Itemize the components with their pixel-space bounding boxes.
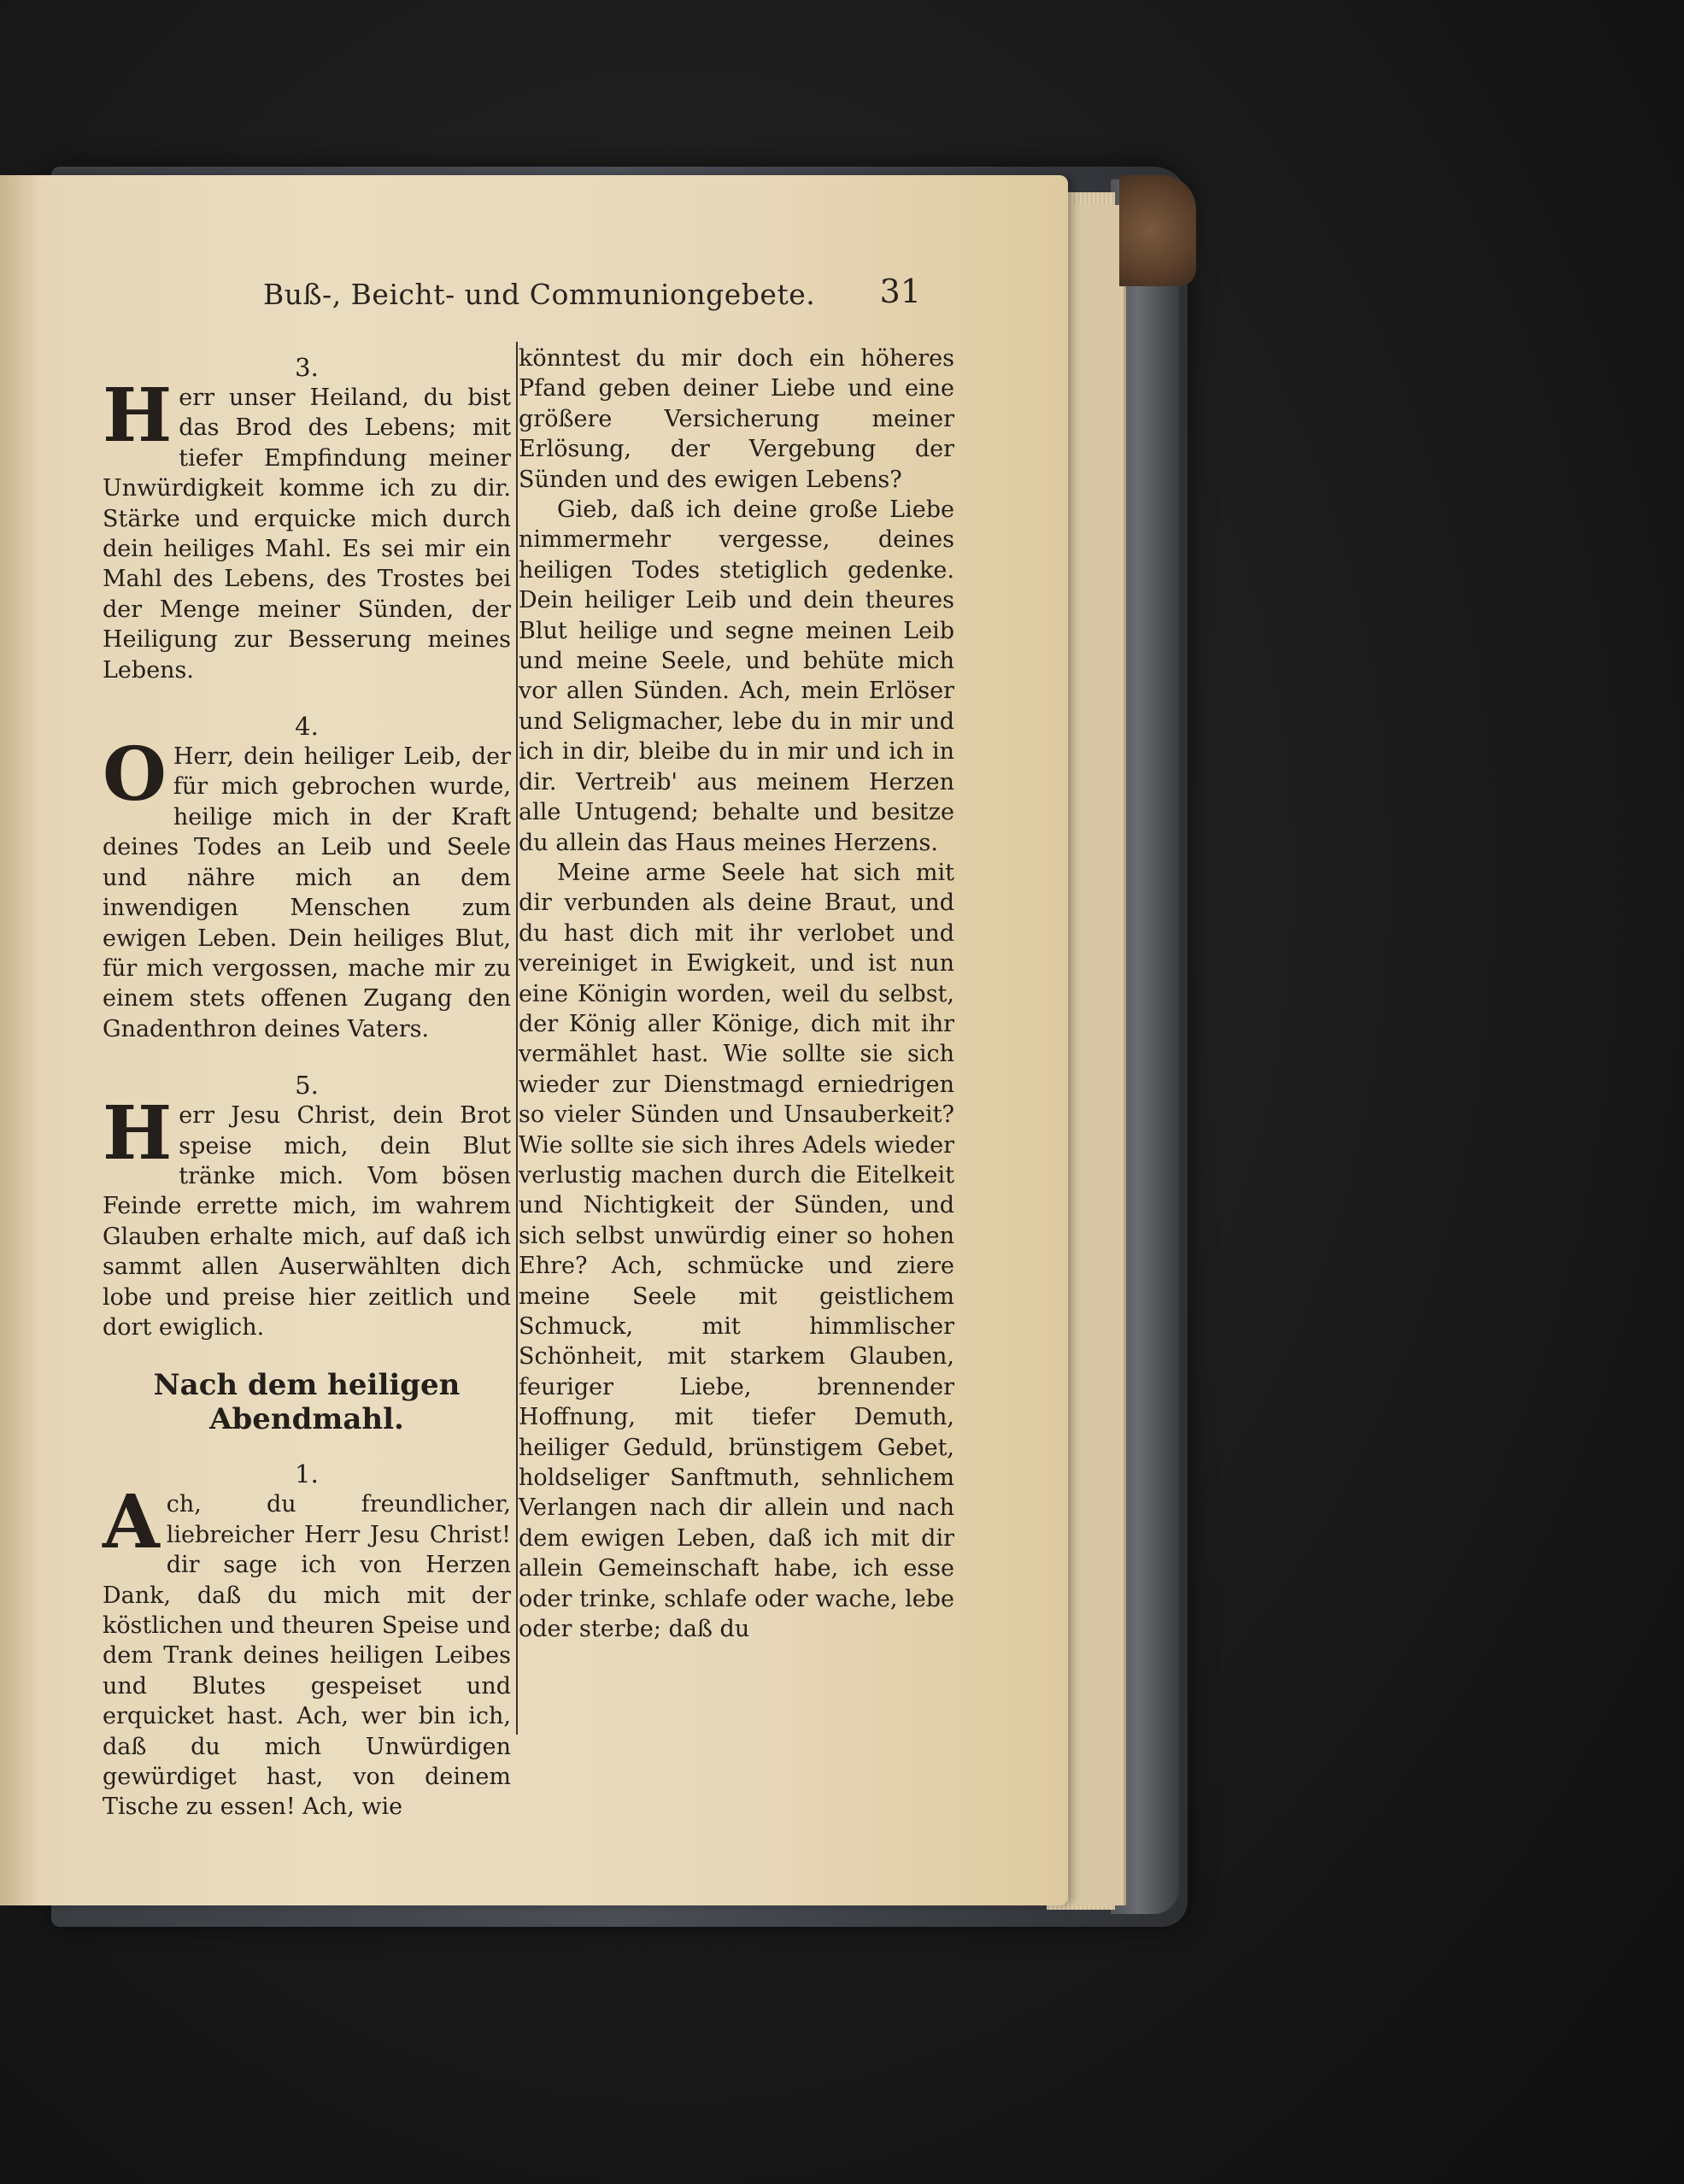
left-column [103, 352, 511, 1848]
section-body: err Jesu Christ, dein Brot speise mich, dein Blut tränke mich. Vom bösen Feinde errette mich, im wahrem Glauben erhalte mich, auf daß ich sammt allen Auserwählten dich lobe und preise hier zeitlich und dort ewiglich. [103, 1102, 511, 1341]
running-head: Buß-, Beicht- und Communiongebete. [263, 278, 816, 311]
page-number: 31 [879, 273, 921, 310]
paragraph: Meine arme Seele hat sich mit dir verbunden als deine Braut, und du hast dich mit ihr verlobet und vereiniget in Ewigkeit, und ist nun eine Königin worden, weil du selbst, der König aller Könige, dich mit ihr vermählet hast. Wie sollte sie sich wieder zur Dienstmagd erniedrigen so vieler Sünden und Unsauberkeit? Wie sollte sie sich ihres Adels wieder verlustig machen durch die Eitelkeit und Nichtigkeit der Sünden, und sich selbst unwürdig einer so hohen Ehre? Ach, schmücke und ziere meine Seele mit geistlichem Schmuck, mit himmlischer Schönheit, mit starkem Glauben, feuriger Liebe, brennender Hoffnung, mit tiefer Demuth, heiliger Geduld, brünstigem Gebet, holdseliger Sanftmuth, sehnlichem Verlangen nach dir allein und nach dem ewigen Leben, daß ich mit dir allein Gemeinschaft habe, ich esse oder trinke, schlafe oder wache, lebe oder sterbe; daß du [519, 859, 954, 1643]
prayer-after-communion-1 [103, 1459, 511, 1822]
section-body: err unser Heiland, du bist das Brod des Lebens; mit tiefer Empfindung meiner Unwürdigkeit komme ich zu dir. Stärke und erquicke mich durch dein heiliges Mahl. Es sei mir ein Mahl des Lebens, des Trostes bei der Menge meiner Sünden, der Heiligung zur Besserung meines Lebens. [103, 385, 511, 684]
column-divider [516, 342, 518, 1735]
page-stack-inner [1072, 205, 1126, 1905]
paragraph: Gieb, daß ich deine große Liebe nimmermehr vergesse, deines heiligen Todes stetiglich gedenke. Dein heiliger Leib und dein theures Blut heilige und segne meinen Leib und meine Seele, und behüte mich vor allen Sünden. Ach, mein Erlöser und Seligmacher, lebe du in mir und ich in dir, bleibe du in mir und ich in dir. Vertreib' aus meinem Herzen alle Untugend; behalte und besitze du allein das Haus meines Herzens. [519, 496, 954, 856]
section-number: 3. [295, 353, 319, 382]
prayer-section-4 [103, 711, 511, 1044]
paragraph-continuation: könntest du mir doch ein höheres Pfand geben deiner Liebe und eine größere Versicherung meiner Erlösung, der Vergebung der Sünden und des ewigen Lebens? [519, 345, 954, 493]
section-number: 5. [295, 1071, 319, 1101]
drop-cap: O [103, 731, 167, 819]
section-text [103, 1479, 511, 1822]
drop-cap: H [103, 1090, 173, 1177]
section-body: ch, du freundlicher, liebreicher Herr Jesu Christ! dir sage ich von Herzen Dank, daß du mich mit der köstlichen und theuren Speise und dem Trank deines heiligen Leibes und Blutes gespeiset und erquicket hast. Ach, wer bin ich, daß du mich Unwürdigen gewürdiget hast, von deinem Tische zu essen! Ach, wie [103, 1491, 511, 1821]
section-text [103, 373, 511, 685]
page-header [263, 273, 921, 329]
prayer-section-5 [103, 1070, 511, 1342]
drop-cap: H [103, 373, 173, 459]
section-number: 1. [295, 1459, 319, 1489]
prayer-section-3 [103, 352, 511, 685]
drop-cap: A [103, 1479, 160, 1566]
section-text [103, 1090, 511, 1342]
section-heading: Nach dem heiligen Abendmahl. [153, 1368, 461, 1437]
worn-cover-corner [1119, 175, 1196, 286]
section-number: 4. [295, 712, 319, 742]
right-column [519, 343, 954, 1644]
section-body: Herr, dein heiliger Leib, der für mich gebrochen wurde, heilige mich in der Kraft deines Todes an Leib und Seele und nähre mich an dem inwendigen Menschen zum ewigen Leben. Dein heiliges Blut, für mich vergossen, mache mir zu einem stets offenen Zugang den Gnadenthron deines Vaters. [103, 743, 511, 1042]
section-text [103, 731, 511, 1044]
